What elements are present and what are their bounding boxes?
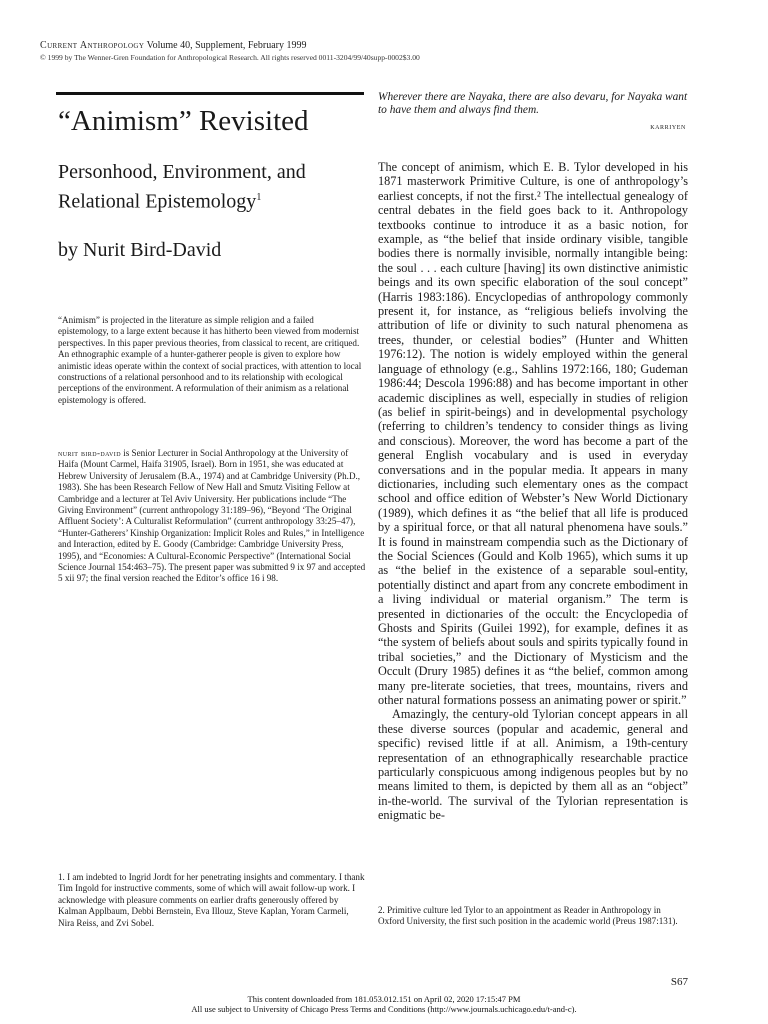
page-number: S67 xyxy=(670,976,688,988)
subtitle-footnote-marker: 1 xyxy=(256,192,262,203)
body-column xyxy=(378,160,688,899)
download-notice xyxy=(0,994,768,1014)
epigraph-author: karriyen xyxy=(650,121,686,131)
title-rule xyxy=(56,92,364,95)
copyright-line: © 1999 by The Wenner-Gren Foundation for Anthropological Research. All rights reserved 0011-3204/99/40supp-0002$3.00 xyxy=(40,53,420,62)
bio-author-name: nurit bird-david xyxy=(58,448,121,458)
author-bio xyxy=(58,448,366,585)
footnote-1: 1. I am indebted to Ingrid Jordt for her penetrating insights and commentary. I thank Tim Ingold for instructive comments, some of which will await follow-up work. I acknowledge with pleasure comments on earlier drafts generously offered by Kalman Applbaum, Debbi Bernstein, Eva Illouz, Steve Kaplan, Yoram Carmeli, Nira Reiss, and Zvi Sobel. xyxy=(58,872,365,928)
article-title: “Animism” Revisited xyxy=(58,105,309,137)
volume-info: Volume 40, Supplement, February 1999 xyxy=(144,40,307,51)
bio-text: is Senior Lecturer in Social Anthropology at the University of Haifa (Mount Carmel, Haifa 31905, Israel). Born in 1951, she was educated at Hebrew University of Jerusalem (B.A., 1974) and at Cambridge University (Ph.D., 1983). She has been Research Fellow of New Hall and Smutz Visiting Fellow at Cambridge and a lecturer at Tel Aviv University. Her publications include “The Giving Environment” (current anthropology 31:189–96), “Beyond ‘The Original Affluent Society’: A Culturalist Reformulation” (current anthropology 33:25–47), “Hunter-Gatherers’ Kinship Organization: Implicit Roles and Rules,” in Intelligence and Interaction, edited by E. Goody (Cambridge: Cambridge University Press, 1995), and “Economies: A Cultural-Economic Perspective” (International Social Science Journal 154:463–75). The present paper was submitted 9 ix 97 and accepted 5 xii 97; the final version reached the Editor’s office 16 i 98. xyxy=(58,448,366,584)
subtitle-text: Personhood, Environment, and Relational Epistemology xyxy=(58,161,306,213)
download-line-1: This content downloaded from 181.053.012.151 on April 02, 2020 17:15:47 PM xyxy=(247,994,521,1004)
body-paragraph-1: The concept of animism, which E. B. Tylor developed in his 1871 masterwork Primitive Culture, is one of anthropology’s earliest concepts, if not the first.² The intellectual genealogy of central debates in the field goes back to it. Anthropology textbooks continue to introduce it as a basic notion, for example, as “the belief that inside ordinary visible, tangible bodies there is normally invisible, normally intangible being: the soul . . . each culture [having] its own distinctive animistic beings and its own specific elaboration of the soul concept” (Harris 1983:186). Encyclopedias of anthropology commonly present it, for instance, as “religious beliefs involving the attribution of life or divinity to such natural phenomena as trees, thunder, or celestial bodies” (Hunter and Whitten 1976:12). The notion is widely employed within the general language of ethnology (e.g., Sahlins 1972:166, 180; Gudeman 1986:44; Descola 1996:88) and has become important in other academic disciplines as well, especially in studies of religion (as belief in spirit-beings) and in developmental psychology (referring to children’s tendency to consider things as living and conscious). Moreover, the word has become a part of the general English vocabulary and is used in everyday conversations and in the popular media. It appears in many dictionaries, including such elementary ones as the compact school and office edition of Webster’s New World Dictionary (1989), which defines it as “the belief that all life is produced by a spiritual force, or that all natural phenomena have souls.” It is found in mainstream compendia such as the Dictionary of the Social Sciences (Gould and Kolb 1965), which sums it up as “the belief in the existence of a separable soul-entity, potentially distinct and apart from any concrete embodiment in a living individual or material organism.” The term is presented in dictionaries of the occult: the Encyclopedia of Ghosts and Spirits (Guilei 1992), for example, defines it as “the system of beliefs about souls and spirits typically found in tribal societies,” and the Dictionary of Mysticism and the Occult (Drury 1985) defines it as “the belief, common among many pre-literate societies, that trees, mountains, rivers and other natural formations possess an animating power or spirit.” xyxy=(378,160,688,708)
journal-name: Current Anthropology xyxy=(40,40,145,51)
abstract: “Animism” is projected in the literature as simple religion and a failed epistemology, to a large extent because it has hitherto been viewed from modernist perspectives. In this paper previous theories, from classical to recent, are critiqued. An ethnographic example of a hunter-gatherer people is given to explore how animistic ideas operate within the context of social practices, with attention to local constructions of a relational personhood and to its relationship with ecological perceptions of the environment. A reformulation of their animism as a relational epistemology is offered. xyxy=(58,315,362,405)
body-paragraph-2: Amazingly, the century-old Tylorian concept appears in all these diverse sources (popular and academic, general and specific) revised little if at all. Animism, a 19th-century representation of an ethnographically researchable practice particularly conspicuous among indigenous peoples but by no means limited to them, is depicted by them all as an “object” in-the-world. The survival of the Tylorian representation is enigmatic be- xyxy=(378,707,688,823)
footnote-2: 2. Primitive culture led Tylor to an appointment as Reader in Anthropology in Oxford University, the first such position in the academic world (Preus 1987:131). xyxy=(378,905,678,927)
epigraph-quote: Wherever there are Nayaka, there are also devaru, for Nayaka want to have them and always find them. xyxy=(378,91,688,116)
article-subtitle xyxy=(58,160,368,215)
journal-header xyxy=(40,40,306,51)
download-line-2: All use subject to University of Chicago Press Terms and Conditions (http://www.journals.uchicago.edu/t-and-c). xyxy=(191,1004,577,1014)
author-byline: by Nurit Bird-David xyxy=(58,239,222,261)
